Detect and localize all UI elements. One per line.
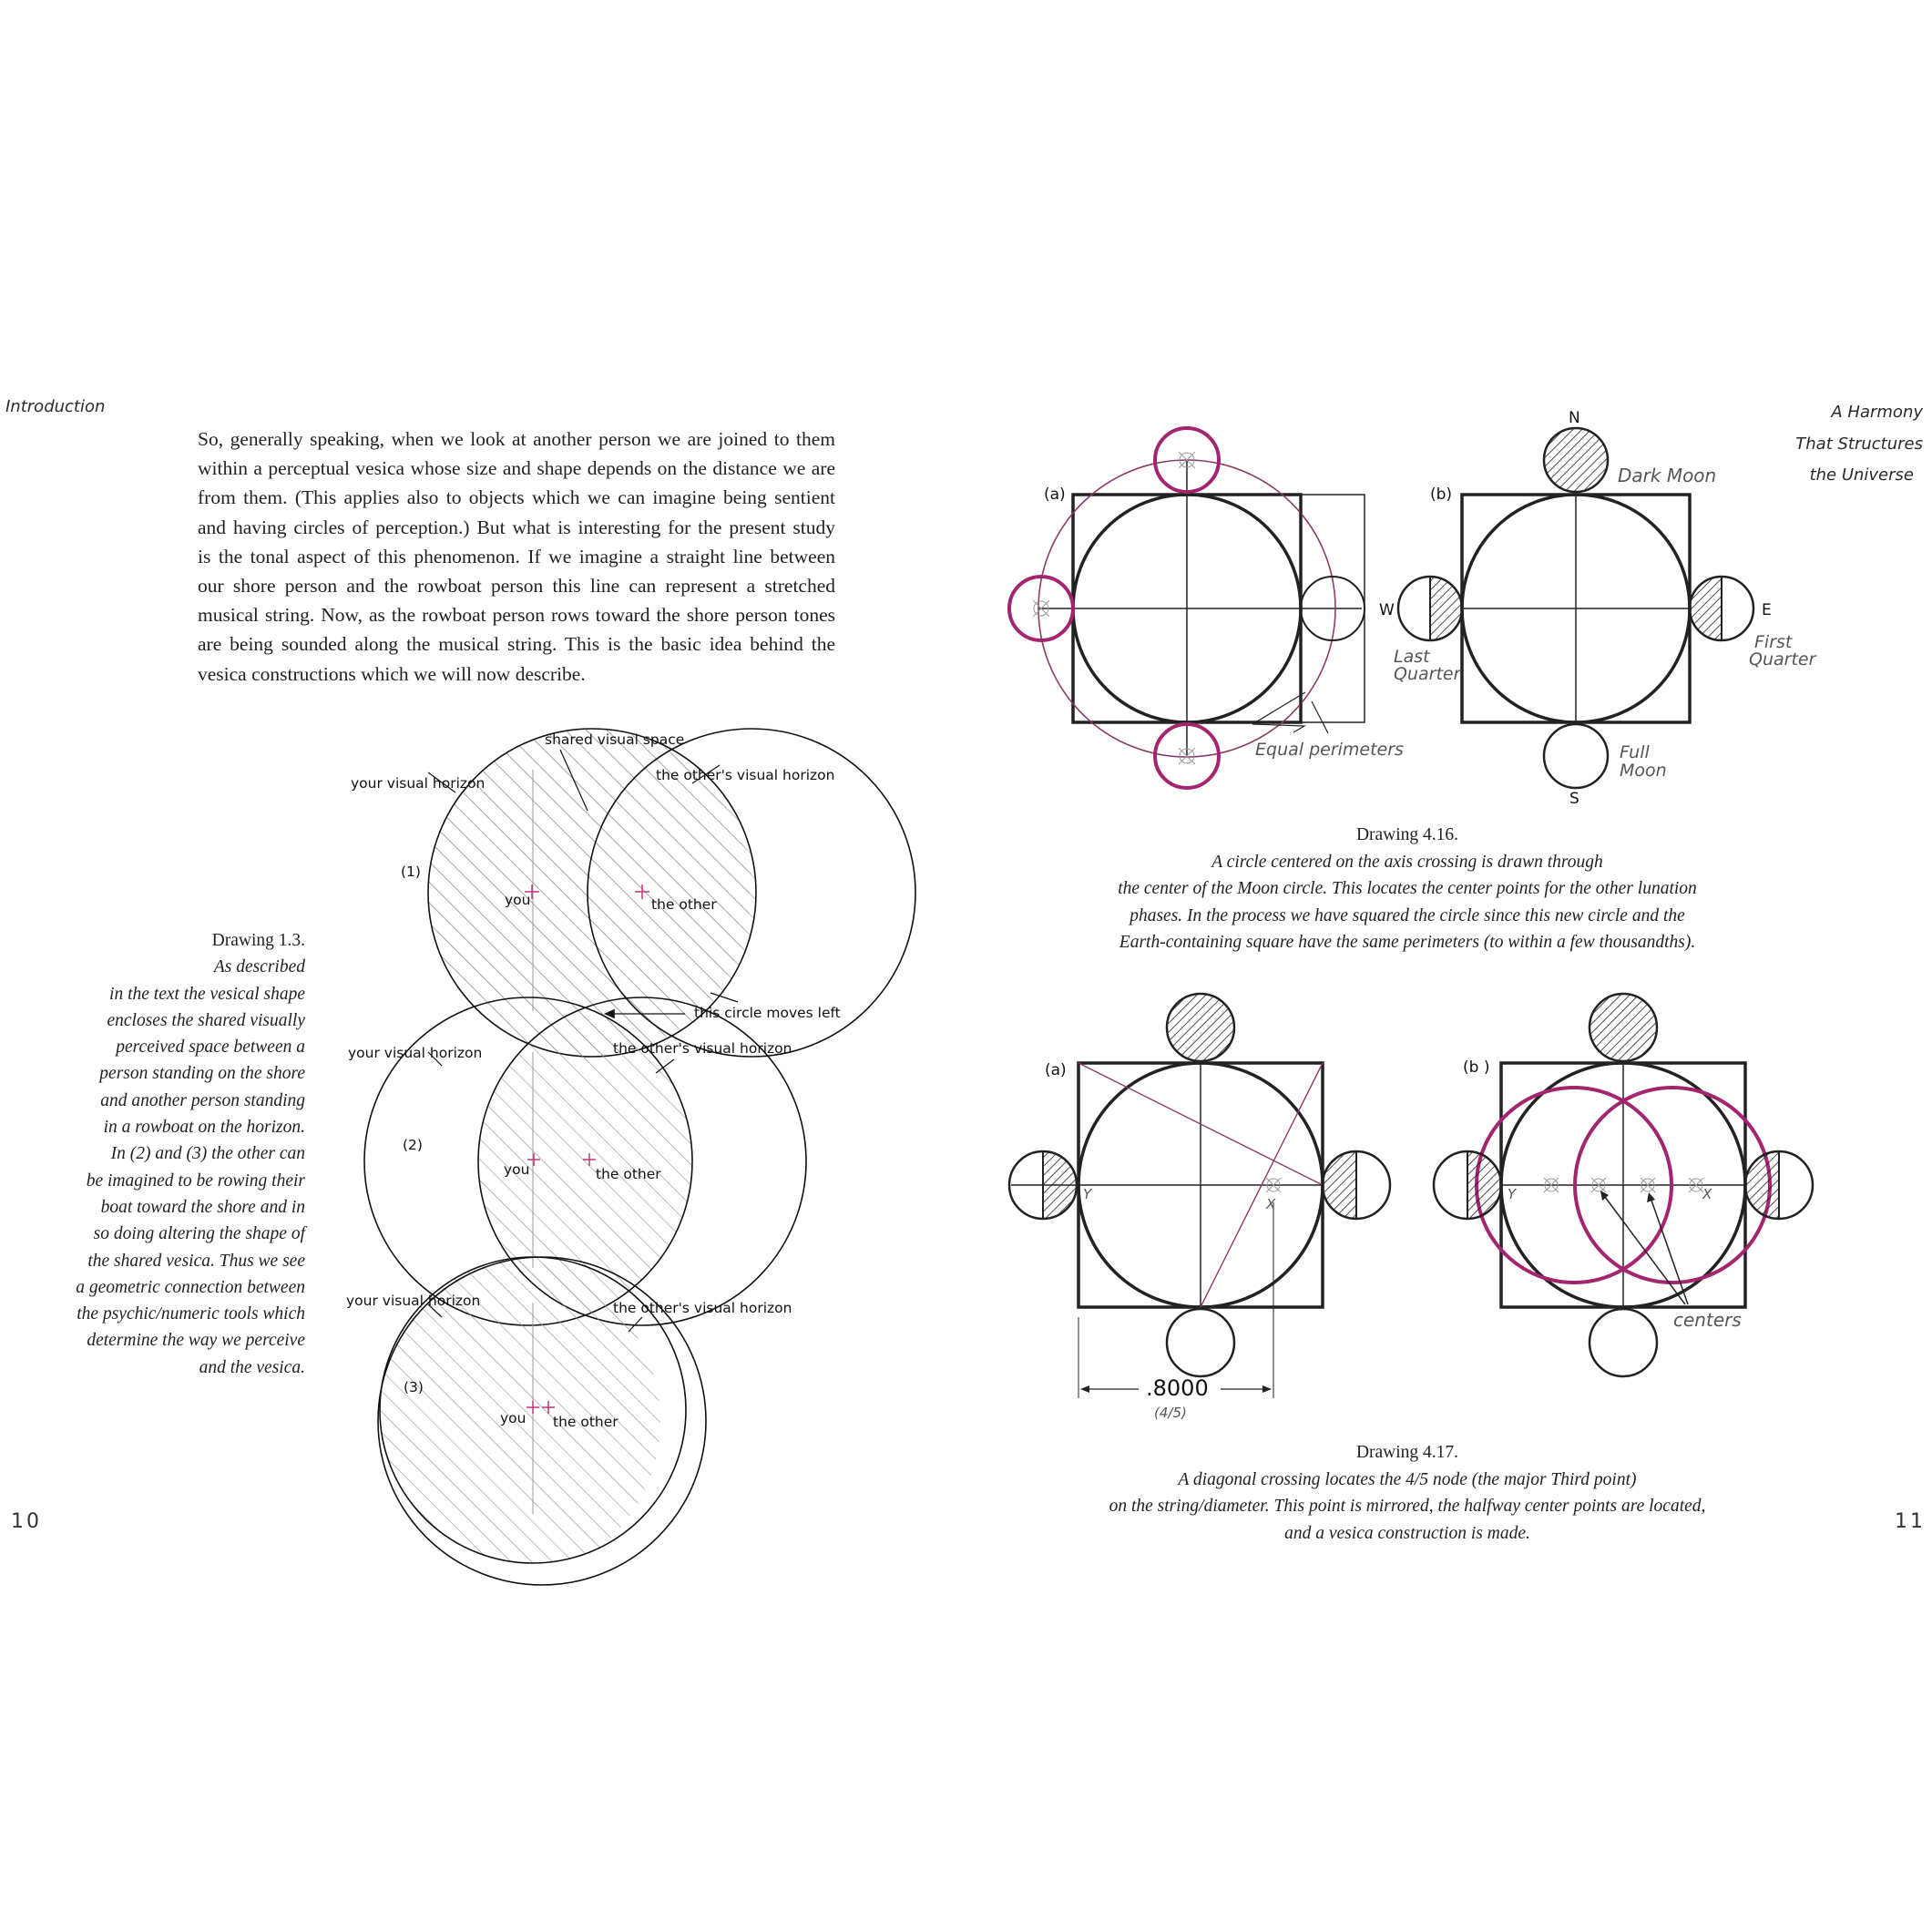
label-shared-space: shared visual space xyxy=(545,731,685,748)
label-full-moon-2: Moon xyxy=(1620,761,1667,781)
caption-line: in a rowboat on the horizon. xyxy=(103,1118,305,1138)
caption-line: and the vesica. xyxy=(199,1357,305,1377)
caption-line: and a vesica construction is made. xyxy=(1284,1523,1530,1543)
label-y-b: Y xyxy=(1508,1186,1517,1202)
full-moon-circle xyxy=(1167,1309,1234,1376)
page-number-left: 10 xyxy=(11,1510,42,1533)
dark-moon-circle xyxy=(1590,994,1657,1061)
label-other-3: the other xyxy=(553,1414,618,1430)
label-y-a: Y xyxy=(1083,1186,1092,1202)
label-416a: (a) xyxy=(1044,486,1066,504)
label-x-b: X xyxy=(1702,1186,1712,1202)
label-your-horizon-1: your visual horizon xyxy=(351,775,486,792)
label-your-horizon-2: your visual horizon xyxy=(348,1045,483,1061)
caption-line: a geometric connection between xyxy=(76,1277,305,1297)
label-other-horizon-1: the other's visual horizon xyxy=(656,767,835,783)
caption-line: A circle centered on the axis crossing is drawn through xyxy=(1211,852,1603,872)
label-full-moon-1: Full xyxy=(1620,742,1650,762)
label-equal-perimeters: Equal perimeters xyxy=(1255,740,1404,760)
caption-line: boat toward the shore and in xyxy=(100,1197,305,1217)
running-head-right-line2: That Structures xyxy=(1795,434,1923,454)
body-line: and having circles of perception.) But what is interesting for the present study xyxy=(198,516,835,538)
caption-line: determine the way we perceive xyxy=(87,1331,305,1351)
drawing-4-17a xyxy=(1009,994,1390,1398)
label-other-2: the other xyxy=(596,1166,661,1182)
label-north: N xyxy=(1569,409,1580,427)
caption-line: the center of the Moon circle. This locates the center points for the other lunation xyxy=(1118,879,1697,898)
caption-line: the psychic/numeric tools which xyxy=(77,1304,305,1324)
label-n2: (2) xyxy=(403,1137,423,1153)
caption-label: Drawing 1.3. xyxy=(211,931,305,950)
label-other-horizon-3: the other's visual horizon xyxy=(613,1300,792,1316)
caption-label: Drawing 4.17. xyxy=(1355,1443,1459,1462)
label-your-horizon-3: your visual horizon xyxy=(346,1293,481,1309)
label-x-a: X xyxy=(1266,1196,1276,1212)
caption-line: person standing on the shore xyxy=(99,1064,305,1084)
running-head-right-line1: A Harmony xyxy=(1831,403,1923,422)
label-you-1: you xyxy=(505,892,531,908)
full-moon-circle xyxy=(1544,724,1608,788)
dark-moon-circle xyxy=(1544,428,1608,492)
caption-line: In (2) and (3) the other can xyxy=(110,1144,305,1164)
label-first-quarter-1: First xyxy=(1754,632,1793,652)
label-dimension: .8000 xyxy=(1146,1375,1209,1401)
body-line: from them. (This applies also to objects which we can imagine being sentient xyxy=(198,486,835,509)
caption-line: A diagonal crossing locates the 4/5 node (the major Third point) xyxy=(1178,1469,1637,1489)
label-you-2: you xyxy=(504,1161,530,1178)
caption-line: As described xyxy=(213,957,305,977)
caption-line: encloses the shared visually xyxy=(107,1010,305,1030)
running-head-left: Introduction xyxy=(5,397,106,416)
caption-line: phases. In the process we have squared the circle since this new circle and the xyxy=(1130,905,1685,925)
label-fraction: (4/5) xyxy=(1154,1405,1187,1421)
caption-line: and another person standing xyxy=(100,1090,305,1110)
body-line: is the tonal aspect of this phenomenon. If we imagine a straight line between xyxy=(198,545,835,567)
label-last-quarter-1: Last xyxy=(1394,647,1430,667)
label-dark-moon: Dark Moon xyxy=(1618,465,1717,486)
label-east: E xyxy=(1762,601,1772,619)
label-416b: (b) xyxy=(1430,486,1453,504)
caption-line: perceived space between a xyxy=(116,1038,305,1058)
caption-line: the shared vesica. Thus we see xyxy=(87,1251,305,1271)
caption-line: in the text the vesical shape xyxy=(109,984,305,1004)
body-line: vesica constructions which we will now describe. xyxy=(198,662,586,685)
caption-line: be imagined to be rowing their xyxy=(86,1170,305,1191)
caption-line: Earth-containing square have the same perimeters (to within a few thousandths). xyxy=(1119,933,1696,952)
caption-line: so doing altering the shape of xyxy=(93,1224,305,1244)
label-circle-moves: this circle moves left xyxy=(694,1005,841,1021)
body-line: are being sounded along the musical string. This is the basic idea behind the xyxy=(198,633,835,656)
body-line: musical string. Now, as the rowboat person rows toward the shore person tones xyxy=(198,604,835,627)
body-line: within a perceptual vesica whose size and shape depends on the distance we are xyxy=(198,457,835,480)
label-centers: centers xyxy=(1673,1309,1742,1331)
dark-moon-circle xyxy=(1167,994,1234,1061)
body-line: So, generally speaking, when we look at another person we are joined to them xyxy=(198,428,835,450)
label-417b: (b ) xyxy=(1463,1058,1490,1077)
page-number-right: 11 xyxy=(1895,1510,1926,1533)
body-line: our shore person and the rowboat person this line can represent a stretched xyxy=(198,575,835,598)
drawing-1-3 xyxy=(364,729,915,1585)
label-other-1: the other xyxy=(651,896,717,913)
caption-line: on the string/diameter. This point is mirrored, the halfway center points are located, xyxy=(1109,1497,1706,1516)
full-moon-circle xyxy=(1590,1309,1657,1376)
label-n1: (1) xyxy=(401,864,421,880)
caption-label: Drawing 4.16. xyxy=(1355,825,1459,844)
drawing-4-16a xyxy=(1009,428,1365,788)
label-last-quarter-2: Quarter xyxy=(1394,664,1461,684)
label-you-3: you xyxy=(500,1410,526,1426)
label-first-quarter-2: Quarter xyxy=(1749,649,1816,670)
label-south: S xyxy=(1569,790,1579,808)
label-other-horizon-2: the other's visual horizon xyxy=(613,1040,792,1057)
label-417a: (a) xyxy=(1045,1061,1067,1079)
label-west: W xyxy=(1379,601,1395,619)
drawing-4-17b xyxy=(1434,994,1813,1376)
running-head-right-line3: the Universe xyxy=(1809,465,1914,485)
label-n3: (3) xyxy=(404,1379,424,1395)
